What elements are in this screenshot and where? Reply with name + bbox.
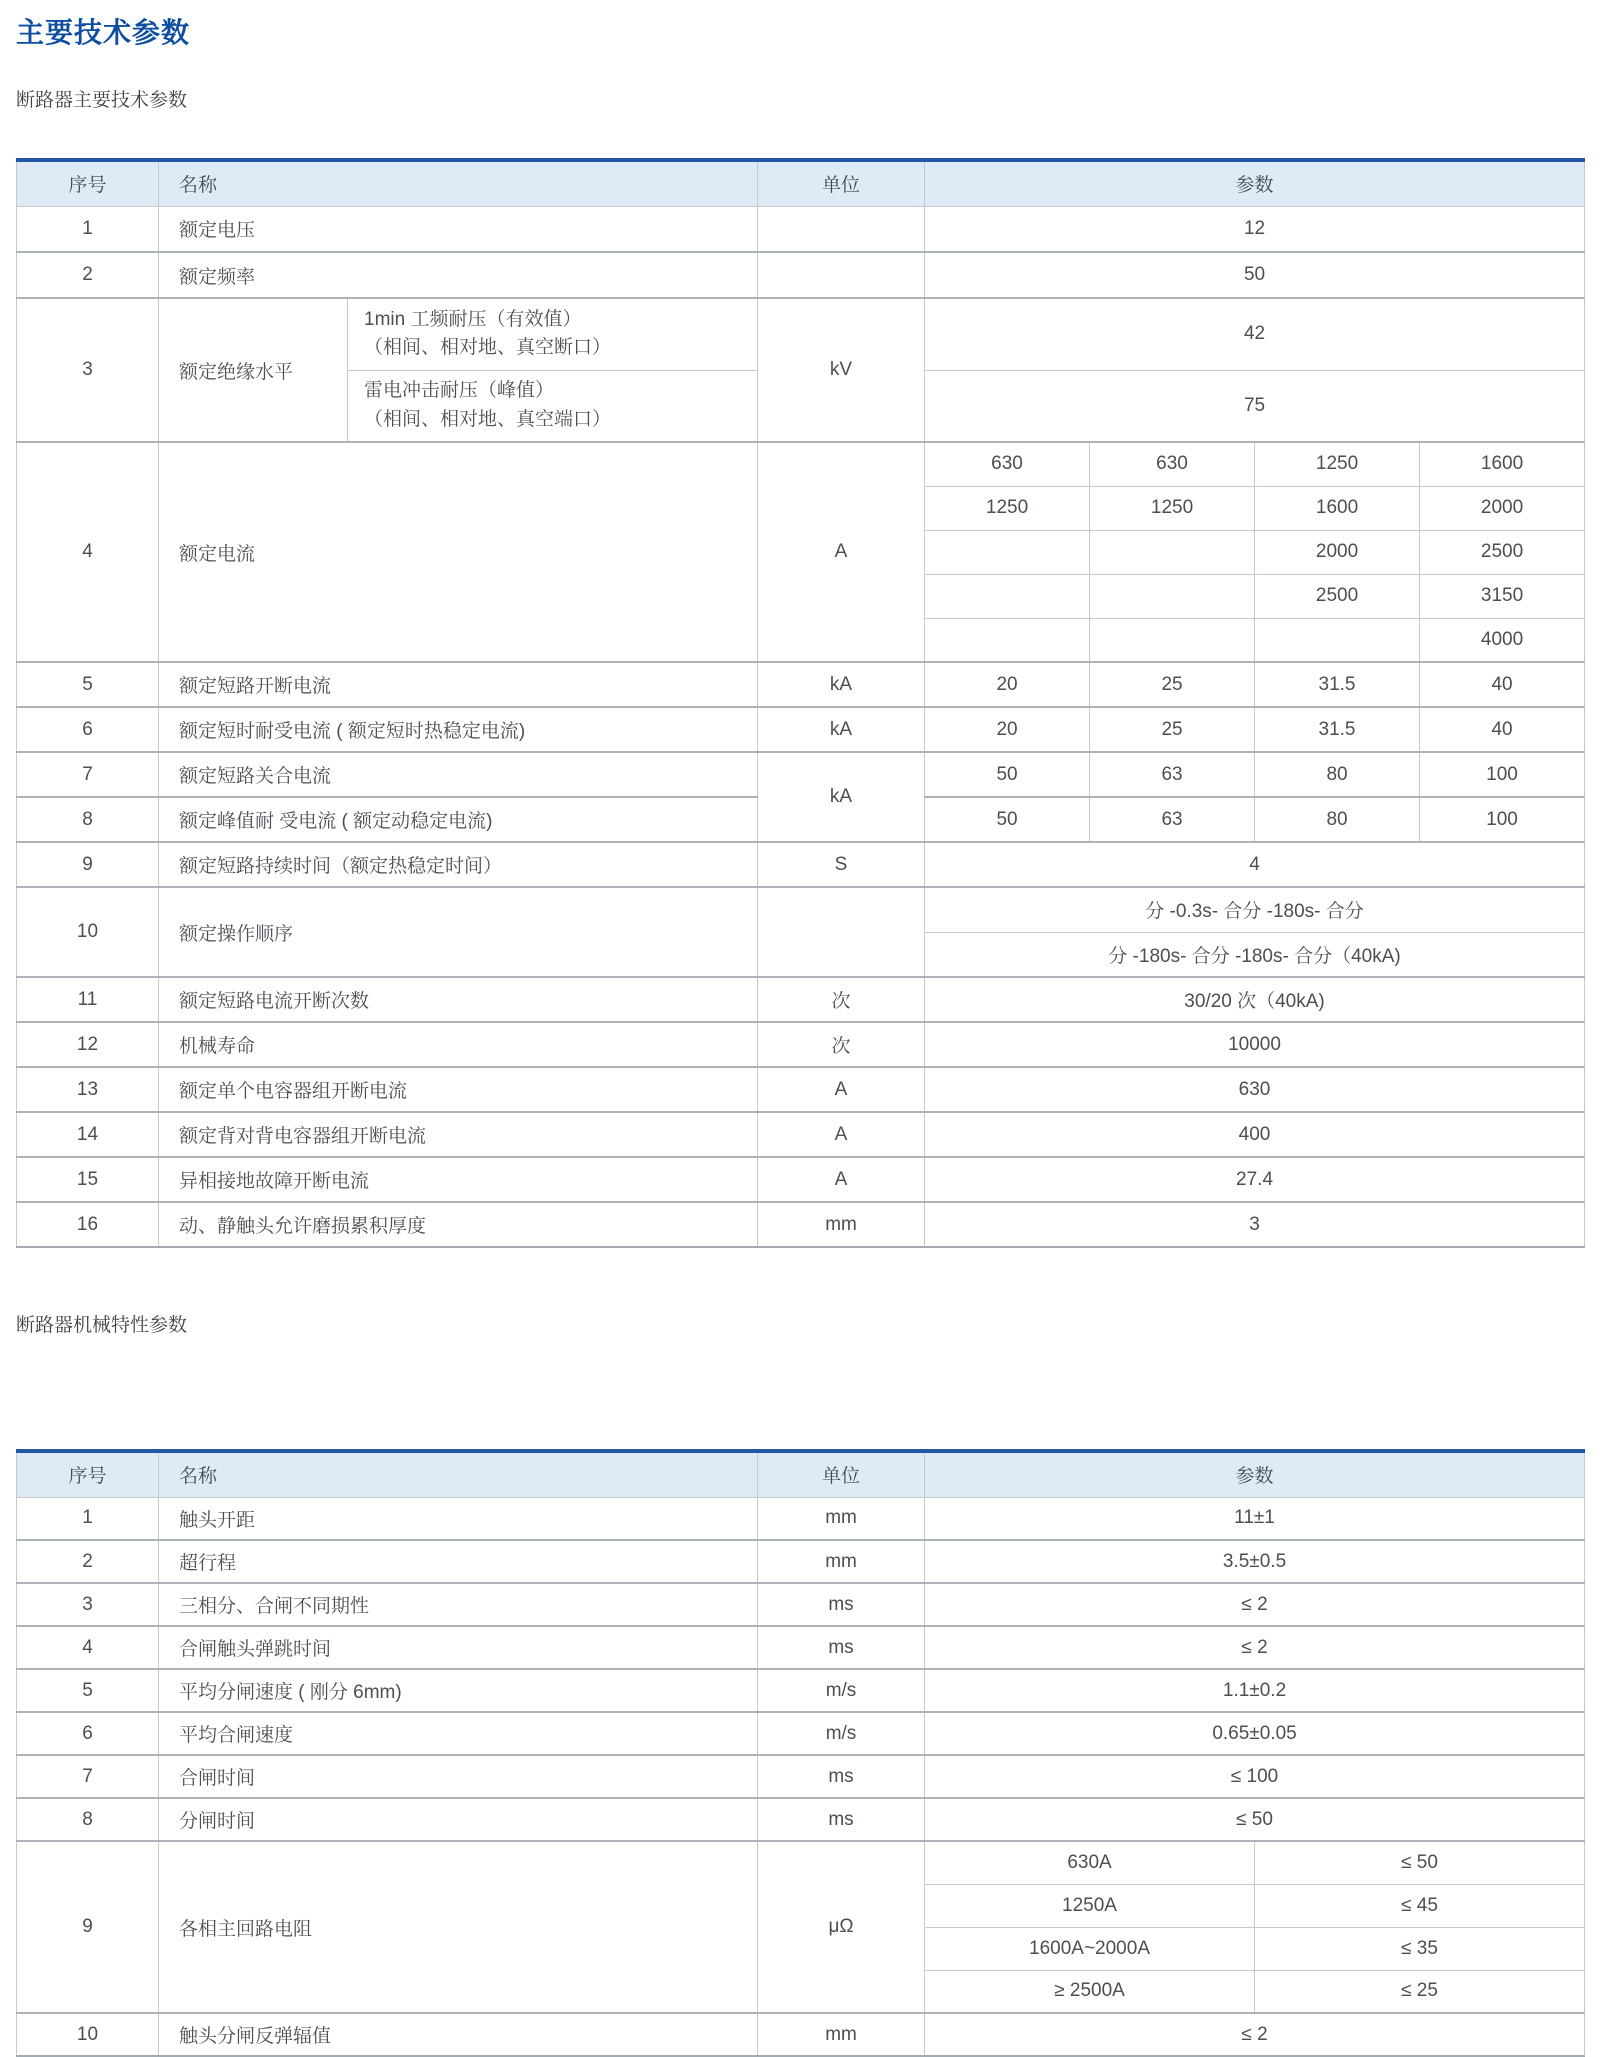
table2-caption: 断路器机械特性参数 xyxy=(16,1315,188,1336)
table-row xyxy=(17,887,1585,932)
value-cell: 80 xyxy=(1255,752,1420,797)
unit-cell xyxy=(758,887,925,977)
name-cell: 触头分闸反弹辐值 xyxy=(159,2013,758,2056)
name-cell: 额定峰值耐 受电流 ( 额定动稳定电流) xyxy=(159,797,758,842)
table-row xyxy=(17,1497,1585,1540)
unit-cell: m/s xyxy=(758,1669,925,1712)
current-grid-cell: 2500 xyxy=(1255,574,1420,618)
value-cell: 75 xyxy=(925,370,1585,442)
name-cell: 额定短路开断电流 xyxy=(159,662,758,707)
breaker-mechanical-parameters-table xyxy=(16,1449,1585,2057)
seq-cell: 3 xyxy=(17,298,159,442)
unit-cell: 次 xyxy=(758,977,925,1022)
name-cell: 触头开距 xyxy=(159,1497,758,1540)
table-row xyxy=(17,1798,1585,1841)
value-cell: 20 xyxy=(925,707,1090,752)
unit-cell: ms xyxy=(758,1626,925,1669)
value-cell: 3 xyxy=(925,1202,1585,1247)
value-cell: 11±1 xyxy=(925,1497,1585,1540)
table-row xyxy=(17,1157,1585,1202)
table-row xyxy=(17,206,1585,252)
seq-cell: 7 xyxy=(17,752,159,797)
value-cell: ≤ 2 xyxy=(925,2013,1585,2056)
resistance-value-cell: ≤ 25 xyxy=(1255,1970,1585,2013)
current-grid-cell xyxy=(925,530,1090,574)
name-cell: 异相接地故障开断电流 xyxy=(159,1157,758,1202)
name-cell: 额定单个电容器组开断电流 xyxy=(159,1067,758,1112)
unit-cell: mm xyxy=(758,1497,925,1540)
name-cell: 动、静触头允许磨损累积厚度 xyxy=(159,1202,758,1247)
table-row xyxy=(17,707,1585,752)
name-cell: 额定操作顺序 xyxy=(159,887,758,977)
name-cell: 三相分、合闸不同期性 xyxy=(159,1583,758,1626)
table1-caption: 断路器主要技术参数 xyxy=(16,90,188,111)
name-cell: 机械寿命 xyxy=(159,1022,758,1067)
unit-cell: A xyxy=(758,442,925,662)
current-grid-cell: 630 xyxy=(925,442,1090,486)
unit-cell: kA xyxy=(758,662,925,707)
header-unit-cell: 单位 xyxy=(758,160,925,206)
table-row xyxy=(17,1202,1585,1247)
operation-sequence-cell: 分 -0.3s- 合分 -180s- 合分 xyxy=(925,887,1585,932)
value-cell: 25 xyxy=(1090,707,1255,752)
current-grid-cell: 3150 xyxy=(1420,574,1585,618)
insulation-desc-line2: （相间、相对地、真空端口） xyxy=(364,408,612,430)
name-cell: 合闸触头弹跳时间 xyxy=(159,1626,758,1669)
value-cell: 12 xyxy=(925,206,1585,252)
seq-cell: 9 xyxy=(17,1841,159,2013)
value-cell: 400 xyxy=(925,1112,1585,1157)
table-row xyxy=(17,1669,1585,1712)
resistance-range-cell: 630A xyxy=(925,1841,1255,1884)
header-no-cell: 序号 xyxy=(17,160,159,206)
table-row xyxy=(17,252,1585,298)
value-cell: ≤ 100 xyxy=(925,1755,1585,1798)
unit-cell: mm xyxy=(758,1540,925,1583)
breaker-main-parameters-table xyxy=(16,158,1585,1248)
value-cell: 27.4 xyxy=(925,1157,1585,1202)
name-cell: 额定频率 xyxy=(159,252,758,298)
table-row xyxy=(17,442,1585,486)
unit-cell: kA xyxy=(758,752,925,842)
value-cell: ≤ 50 xyxy=(925,1798,1585,1841)
current-grid-cell xyxy=(1090,618,1255,662)
insulation-desc-line1: 1min 工频耐压（有效值） xyxy=(364,308,582,330)
current-grid-cell: 2000 xyxy=(1255,530,1420,574)
unit-cell: kV xyxy=(758,298,925,442)
seq-cell: 6 xyxy=(17,707,159,752)
seq-cell: 3 xyxy=(17,1583,159,1626)
table-header-row xyxy=(17,1451,1585,1497)
table-row xyxy=(17,2013,1585,2056)
table-row xyxy=(17,298,1585,370)
name-cell: 分闸时间 xyxy=(159,1798,758,1841)
seq-cell: 16 xyxy=(17,1202,159,1247)
value-cell: 50 xyxy=(925,252,1585,298)
value-cell: ≤ 2 xyxy=(925,1583,1585,1626)
name-cell: 额定电流 xyxy=(159,442,758,662)
unit-cell: ms xyxy=(758,1583,925,1626)
table-row xyxy=(17,1022,1585,1067)
seq-cell: 10 xyxy=(17,2013,159,2056)
current-grid-cell xyxy=(1255,618,1420,662)
current-grid-cell: 2500 xyxy=(1420,530,1585,574)
seq-cell: 5 xyxy=(17,1669,159,1712)
seq-cell: 1 xyxy=(17,1497,159,1540)
name-cell: 额定短路电流开断次数 xyxy=(159,977,758,1022)
value-cell: 20 xyxy=(925,662,1090,707)
name-cell: 额定绝缘水平 xyxy=(159,298,348,442)
unit-cell: mm xyxy=(758,2013,925,2056)
name-cell: 平均分闸速度 ( 刚分 6mm) xyxy=(159,1669,758,1712)
unit-cell: mm xyxy=(758,1202,925,1247)
unit-cell: A xyxy=(758,1157,925,1202)
value-cell: 80 xyxy=(1255,797,1420,842)
current-grid-cell: 1600 xyxy=(1255,486,1420,530)
name-cell: 额定电压 xyxy=(159,206,758,252)
operation-sequence-cell: 分 -180s- 合分 -180s- 合分（40kA) xyxy=(925,932,1585,977)
value-cell: 0.65±0.05 xyxy=(925,1712,1585,1755)
value-cell: 40 xyxy=(1420,707,1585,752)
seq-cell: 14 xyxy=(17,1112,159,1157)
table-row xyxy=(17,752,1585,797)
seq-cell: 9 xyxy=(17,842,159,887)
insulation-desc-line2: （相间、相对地、真空断口） xyxy=(364,337,612,359)
seq-cell: 10 xyxy=(17,887,159,977)
table-row xyxy=(17,662,1585,707)
resistance-value-cell: ≤ 50 xyxy=(1255,1841,1585,1884)
value-cell: 50 xyxy=(925,752,1090,797)
value-cell: 31.5 xyxy=(1255,662,1420,707)
header-unit-cell: 单位 xyxy=(758,1451,925,1497)
table-row xyxy=(17,1540,1585,1583)
current-grid-cell xyxy=(925,618,1090,662)
insulation-desc-cell xyxy=(348,370,758,442)
unit-cell: A xyxy=(758,1112,925,1157)
resistance-value-cell: ≤ 35 xyxy=(1255,1927,1585,1970)
table-row xyxy=(17,1755,1585,1798)
value-cell: 63 xyxy=(1090,797,1255,842)
value-cell: 100 xyxy=(1420,752,1585,797)
unit-cell: ms xyxy=(758,1755,925,1798)
value-cell: 100 xyxy=(1420,797,1585,842)
unit-cell: 次 xyxy=(758,1022,925,1067)
name-cell: 各相主回路电阻 xyxy=(159,1841,758,2013)
value-cell: 3.5±0.5 xyxy=(925,1540,1585,1583)
table-row xyxy=(17,1067,1585,1112)
seq-cell: 2 xyxy=(17,1540,159,1583)
name-cell: 合闸时间 xyxy=(159,1755,758,1798)
name-cell: 额定短路持续时间（额定热稳定时间） xyxy=(159,842,758,887)
current-grid-cell xyxy=(1090,530,1255,574)
value-cell: 63 xyxy=(1090,752,1255,797)
seq-cell: 15 xyxy=(17,1157,159,1202)
value-cell: 4 xyxy=(925,842,1585,887)
value-cell: 1.1±0.2 xyxy=(925,1669,1585,1712)
value-cell: 25 xyxy=(1090,662,1255,707)
seq-cell: 11 xyxy=(17,977,159,1022)
seq-cell: 8 xyxy=(17,797,159,842)
seq-cell: 2 xyxy=(17,252,159,298)
seq-cell: 4 xyxy=(17,442,159,662)
current-grid-cell: 4000 xyxy=(1420,618,1585,662)
table-header-row xyxy=(17,160,1585,206)
seq-cell: 8 xyxy=(17,1798,159,1841)
value-cell: 40 xyxy=(1420,662,1585,707)
resistance-value-cell: ≤ 45 xyxy=(1255,1884,1585,1927)
value-cell: ≤ 2 xyxy=(925,1626,1585,1669)
current-grid-cell: 1250 xyxy=(1090,486,1255,530)
seq-cell: 4 xyxy=(17,1626,159,1669)
table-row xyxy=(17,1626,1585,1669)
header-name-cell: 名称 xyxy=(159,1451,758,1497)
value-cell: 50 xyxy=(925,797,1090,842)
table-row xyxy=(17,842,1585,887)
value-cell: 10000 xyxy=(925,1022,1585,1067)
seq-cell: 6 xyxy=(17,1712,159,1755)
unit-cell: μΩ xyxy=(758,1841,925,2013)
table-row xyxy=(17,1112,1585,1157)
value-cell: 630 xyxy=(925,1067,1585,1112)
insulation-desc-cell xyxy=(348,298,758,370)
current-grid-cell xyxy=(925,574,1090,618)
unit-cell: S xyxy=(758,842,925,887)
header-param-cell: 参数 xyxy=(925,160,1585,206)
unit-cell xyxy=(758,252,925,298)
name-cell: 额定短时耐受电流 ( 额定短时热稳定电流) xyxy=(159,707,758,752)
unit-cell: kA xyxy=(758,707,925,752)
current-grid-cell: 1250 xyxy=(925,486,1090,530)
resistance-range-cell: ≥ 2500A xyxy=(925,1970,1255,2013)
name-cell: 超行程 xyxy=(159,1540,758,1583)
insulation-desc-line1: 雷电冲击耐压（峰值） xyxy=(364,380,555,402)
name-cell: 平均合闸速度 xyxy=(159,1712,758,1755)
table-row xyxy=(17,977,1585,1022)
name-cell: 额定背对背电容器组开断电流 xyxy=(159,1112,758,1157)
value-cell: 42 xyxy=(925,298,1585,370)
name-cell: 额定短路关合电流 xyxy=(159,752,758,797)
seq-cell: 12 xyxy=(17,1022,159,1067)
unit-cell xyxy=(758,206,925,252)
page-title: 主要技术参数 xyxy=(16,17,191,48)
current-grid-cell xyxy=(1090,574,1255,618)
resistance-range-cell: 1600A~2000A xyxy=(925,1927,1255,1970)
unit-cell: A xyxy=(758,1067,925,1112)
value-cell: 30/20 次（40kA) xyxy=(925,977,1585,1022)
header-param-cell: 参数 xyxy=(925,1451,1585,1497)
table-row xyxy=(17,1841,1585,1884)
table-row xyxy=(17,1712,1585,1755)
table-row xyxy=(17,1583,1585,1626)
seq-cell: 1 xyxy=(17,206,159,252)
seq-cell: 5 xyxy=(17,662,159,707)
current-grid-cell: 2000 xyxy=(1420,486,1585,530)
seq-cell: 13 xyxy=(17,1067,159,1112)
current-grid-cell: 630 xyxy=(1090,442,1255,486)
seq-cell: 7 xyxy=(17,1755,159,1798)
value-cell: 31.5 xyxy=(1255,707,1420,752)
unit-cell: ms xyxy=(758,1798,925,1841)
unit-cell: m/s xyxy=(758,1712,925,1755)
resistance-range-cell: 1250A xyxy=(925,1884,1255,1927)
header-no-cell: 序号 xyxy=(17,1451,159,1497)
header-name-cell: 名称 xyxy=(159,160,758,206)
current-grid-cell: 1250 xyxy=(1255,442,1420,486)
current-grid-cell: 1600 xyxy=(1420,442,1585,486)
